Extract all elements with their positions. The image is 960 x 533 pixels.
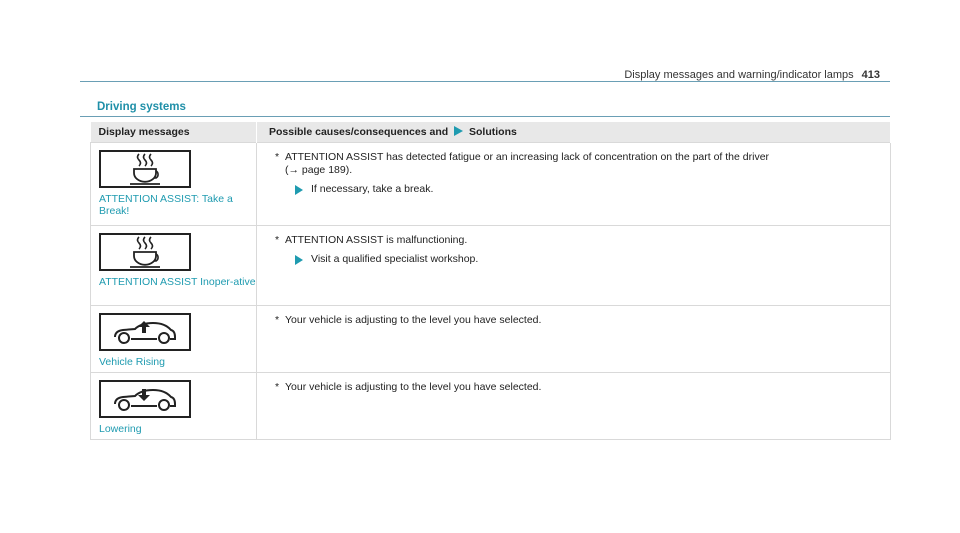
header-rule — [80, 81, 890, 82]
solution-text: If necessary, take a break. — [311, 183, 434, 195]
cause-text — [275, 151, 882, 177]
cause-sentence: Your vehicle is adjusting to the level you have selected. — [285, 381, 542, 393]
display-message-cell — [91, 143, 257, 226]
cause-cell — [257, 306, 891, 373]
col-header-causes-text: Possible causes/consequences and — [269, 126, 449, 138]
col-header-solutions-text: Solutions — [469, 126, 517, 138]
section-rule — [80, 116, 890, 117]
message-label: Vehicle Rising — [99, 356, 165, 368]
play-arrow-icon — [295, 255, 303, 265]
asterisk: * — [275, 234, 280, 246]
running-head — [624, 69, 880, 81]
play-arrow-icon — [454, 126, 463, 136]
table-header-row — [91, 122, 891, 143]
solution-line — [275, 183, 882, 196]
messages-table — [90, 122, 891, 440]
cause-cell — [257, 226, 891, 306]
asterisk: * — [275, 314, 280, 326]
section-title: Driving systems — [97, 101, 186, 113]
solution-line — [275, 253, 882, 266]
coffee-cup-icon — [99, 150, 191, 188]
display-message-cell — [91, 226, 257, 306]
asterisk: * — [275, 151, 280, 163]
vehicle-lowering-icon — [99, 380, 191, 418]
table-row — [91, 143, 891, 226]
table-row — [91, 306, 891, 373]
running-title: Display messages and warning/indicator lamps — [624, 69, 854, 81]
play-arrow-icon — [295, 185, 303, 195]
message-label: Lowering — [99, 423, 142, 435]
cause-sentence: Your vehicle is adjusting to the level you have selected. — [285, 314, 542, 326]
col-header-causes — [257, 122, 891, 143]
cause-sentence: ATTENTION ASSIST has detected fatigue or an increasing lack of concentration on the part of the driver — [285, 151, 770, 163]
cause-cell — [257, 143, 891, 226]
display-message-cell — [91, 306, 257, 373]
solution-text: Visit a qualified specialist workshop. — [311, 253, 479, 265]
message-label: ATTENTION ASSIST Inoper-ative — [99, 276, 256, 288]
asterisk: * — [275, 381, 280, 393]
cause-sentence: ATTENTION ASSIST is malfunctioning. — [285, 234, 468, 246]
vehicle-rising-icon — [99, 313, 191, 351]
page-reference-link[interactable]: (→ page 189). — [285, 164, 353, 176]
message-label: ATTENTION ASSIST: Take a Break! — [99, 193, 233, 217]
coffee-cup-icon — [99, 233, 191, 271]
cause-text — [275, 381, 882, 394]
cause-text — [275, 314, 882, 327]
table-row — [91, 226, 891, 306]
cause-text — [275, 234, 882, 247]
col-header-display-messages: Display messages — [91, 122, 257, 143]
cause-cell — [257, 373, 891, 440]
page-number: 413 — [861, 69, 880, 81]
table-row — [91, 373, 891, 440]
display-message-cell — [91, 373, 257, 440]
